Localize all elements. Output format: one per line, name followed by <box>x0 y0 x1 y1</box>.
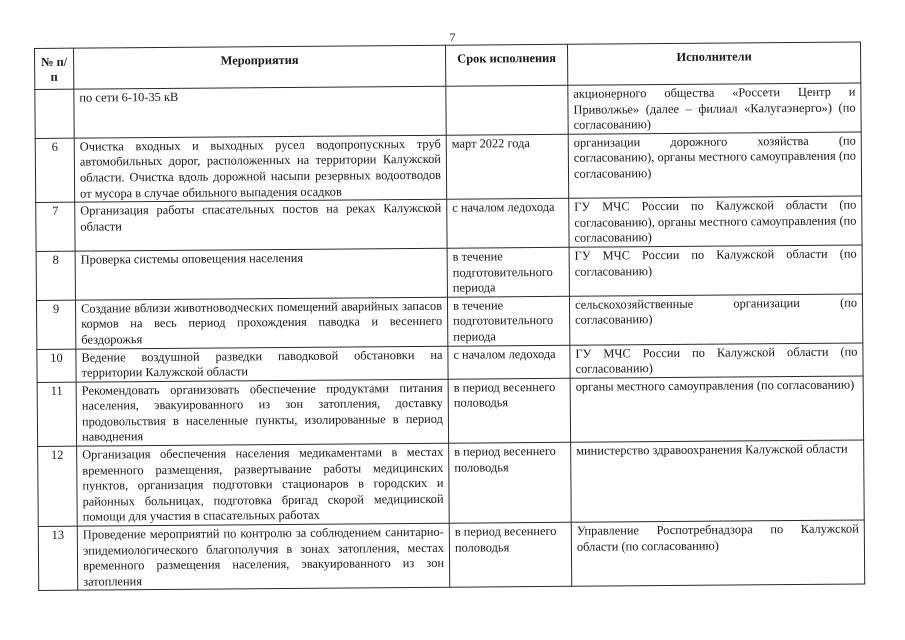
row-executor: органы местного самоуправления (по согласованию) <box>570 376 863 443</box>
header-num: № п/п <box>35 48 74 89</box>
row-action: по сети 6-10-35 кВ <box>74 86 446 138</box>
row-deadline: с началом ледохода <box>448 345 570 379</box>
row-deadline: в период весеннего половодья <box>448 378 571 443</box>
header-deadline: Срок исполнения <box>445 44 567 86</box>
row-deadline: в период весеннего половодья <box>449 442 572 523</box>
row-action: Организация работы спасательных постов на реках Калужской области <box>75 199 447 251</box>
table-row <box>38 440 865 526</box>
row-action: Ведение воздушной разведки паводковой обстановки на территории Калужской области <box>76 346 448 382</box>
row-deadline: в течение подготовительного периода <box>447 247 569 297</box>
row-executor: организации дорожного хозяйства (по согласованию), органы местного самоуправления (по согласованию) <box>568 132 861 199</box>
row-action: Рекомендовать организовать обеспечение продуктами питания населения, эвакуированного из зон затопления, доставку продовольствия в населенные пункты, изолированные в период наводнения <box>76 379 448 446</box>
row-num: 6 <box>35 138 75 203</box>
row-deadline <box>446 85 568 135</box>
table-row <box>35 132 861 203</box>
row-executor: Управление Роспотребнадзора по Калужской области (по согласованию) <box>571 520 864 587</box>
table-row <box>36 196 862 251</box>
row-num: 11 <box>37 382 77 447</box>
row-executor: акционерного общества «Россети Центр и Приволжье» (далее – филиал «Калугаэнерго») (по согласованию) <box>568 83 861 134</box>
table-row <box>36 245 862 300</box>
row-deadline: в период весеннего половодья <box>449 522 572 587</box>
row-deadline: с началом ледохода <box>447 198 569 248</box>
table-row <box>36 294 862 349</box>
row-action: Организация обеспечения населения медикаментами в местах временного размещения, развертывание работы медицинских пунктов, организация подготовки стационаров в городских и районных больницах, подготовка бригад скорой медицинской помощи для участия в спасательных работах <box>77 443 450 526</box>
table-row <box>35 83 861 138</box>
row-num: 13 <box>38 526 78 591</box>
row-executor: сельскохозяйственные организации (по согласованию) <box>569 294 862 345</box>
row-num: 8 <box>36 251 75 300</box>
row-action: Создание вблизи животноводческих помещений аварийных запасов кормов на весь период прохождения паводка и весеннего бездорожья <box>75 297 447 349</box>
header-action: Мероприятия <box>74 45 446 89</box>
row-num: 10 <box>37 349 76 382</box>
table-header-row <box>35 42 861 89</box>
row-num: 12 <box>38 446 78 526</box>
page-number: 7 <box>449 30 456 44</box>
row-num: 9 <box>36 300 75 349</box>
row-action: Очистка входных и выходных русел водопропускных труб автомобильных дорог, расположенных на территории Калужской области. Очистка вдоль дорожной насыпи резервных водоотводов от мусора в случае обильного выпадения осадков <box>74 135 446 202</box>
row-action: Проверка системы оповещения населения <box>75 248 447 300</box>
row-executor: ГУ МЧС России по Калужской области (по согласованию) <box>569 245 862 296</box>
row-deadline: в течение подготовительного периода <box>447 296 569 346</box>
header-executor: Исполнители <box>567 42 860 85</box>
row-num <box>35 89 74 138</box>
row-num: 7 <box>36 202 75 251</box>
row-action: Проведение мероприятий по контролю за соблюдением санитарно-эпидемиологического благополучия в зонах затопления, местах временного размещения населения, эвакуированного из зон затопления <box>77 523 449 590</box>
table-row <box>38 520 864 591</box>
row-deadline: март 2022 года <box>446 134 569 199</box>
row-executor: министерство здравоохранения Калужской области <box>571 440 865 522</box>
table-row <box>37 376 863 447</box>
row-executor: ГУ МЧС России по Калужской области (по согласованию) <box>570 342 863 377</box>
measures-table <box>34 42 865 592</box>
row-executor: ГУ МЧС России по Калужской области (по согласованию), органы местного самоуправления (по согласованию) <box>569 196 862 247</box>
